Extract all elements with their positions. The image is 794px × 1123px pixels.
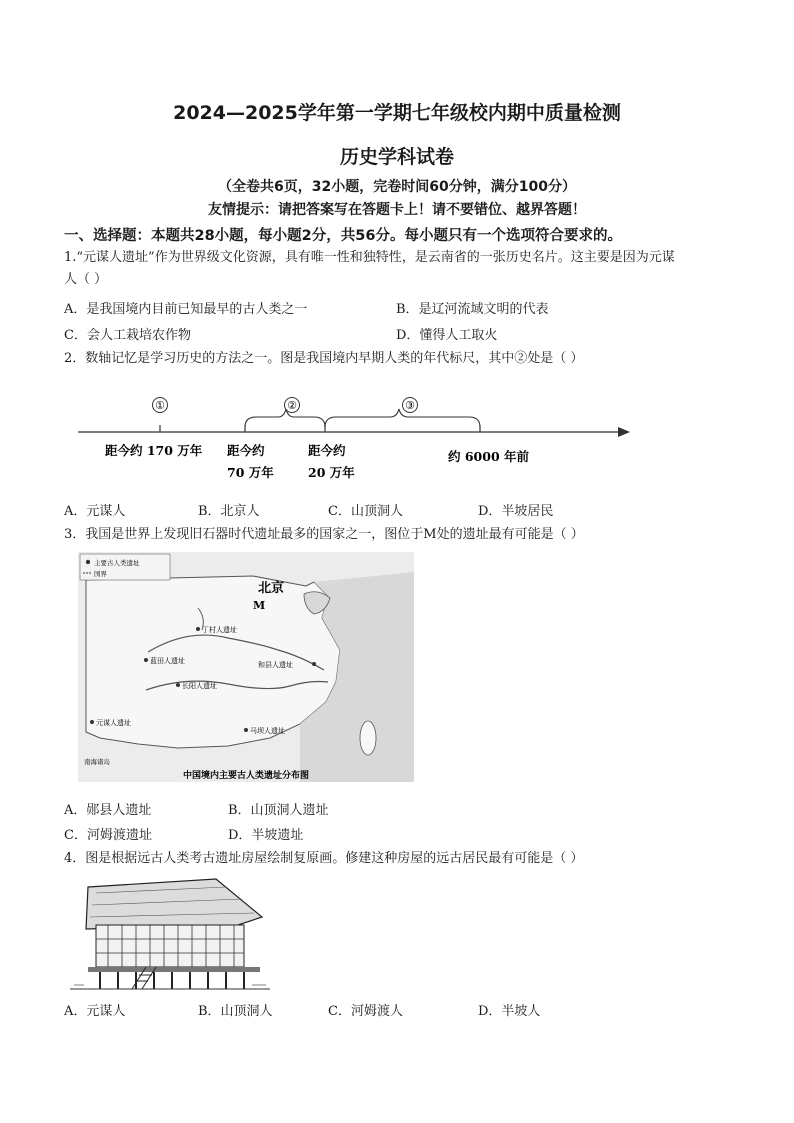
label-70-bottom: 70 万年 <box>227 465 274 480</box>
exam-info: （全卷共6页，32小题，完卷时间60分钟，满分100分） <box>218 179 576 195</box>
option-d[interactable]: D．半坡遗址 <box>228 828 304 843</box>
option-b[interactable]: B．山顶洞人 <box>198 1004 273 1019</box>
option-d[interactable]: D．半坡居民 <box>478 504 554 519</box>
marker-3: ③ <box>405 399 415 412</box>
arrow-head-icon <box>618 427 630 437</box>
label-20-top: 距今约 <box>308 443 346 458</box>
site-dot <box>176 683 180 687</box>
label-20-bottom: 20 万年 <box>308 465 355 480</box>
option-c[interactable]: C．山顶洞人 <box>328 504 403 519</box>
house-wall <box>96 925 244 967</box>
option-a[interactable]: A．元谋人 <box>64 1004 126 1019</box>
map-figure <box>78 552 414 782</box>
option-b[interactable]: B．山顶洞人遗址 <box>228 803 329 818</box>
option-c[interactable]: C．河姆渡人 <box>328 1004 403 1019</box>
timeline-figure <box>70 385 640 485</box>
site-dot <box>312 662 316 666</box>
legend-site: 主要古人类遗址 <box>94 559 140 567</box>
option-a[interactable]: A．郧县人遗址 <box>64 803 152 818</box>
exam-title: 2024—2025学年第一学期七年级校内期中质量检测 <box>173 102 621 124</box>
site-dot <box>144 658 148 662</box>
site-dot <box>244 728 248 732</box>
question-3: 3．我国是世界上发现旧石器时代遗址最多的国家之一，图位于M处的遗址最有可能是（ ） <box>64 527 584 542</box>
label-70-top: 距今约 <box>227 443 265 458</box>
stilt-house-illustration <box>66 873 272 991</box>
option-c[interactable]: C．河姆渡遗址 <box>64 828 152 843</box>
site-label: 元谋人遗址 <box>96 719 131 727</box>
map-caption: 中国境内主要古人类遗址分布图 <box>182 771 310 781</box>
option-b[interactable]: B．是辽河流域文明的代表 <box>396 302 549 317</box>
option-c[interactable]: C．会人工栽培农作物 <box>64 328 191 343</box>
question-2: 2．数轴记忆是学习历史的方法之一。图是我国境内早期人类的年代标尺，其中②处是（ ） <box>64 351 584 366</box>
site-label: 和县人遗址 <box>258 661 293 669</box>
option-b[interactable]: B．北京人 <box>198 504 260 519</box>
option-d[interactable]: D．半坡人 <box>478 1004 541 1019</box>
site-dot <box>90 720 94 724</box>
site-dot <box>196 627 200 631</box>
brace-3 <box>325 409 480 427</box>
option-a[interactable]: A．是我国境内目前已知最早的古人类之一 <box>64 302 308 317</box>
site-label: 蓝田人遗址 <box>150 657 185 665</box>
label-170: 距今约 170 万年 <box>105 443 203 458</box>
legend-border: 国界 <box>94 570 107 578</box>
site-label: 长阳人遗址 <box>182 682 217 690</box>
map-city: 北京 <box>258 581 285 596</box>
house-stilts <box>100 972 244 989</box>
question-stem: 1.“元谋人遗址”作为世界级文化资源，具有唯一性和独特性，是云南省的一张历史名片。这主要是因为元谋 <box>64 250 675 265</box>
label-6000: 约 6000 年前 <box>448 449 529 464</box>
marker-2: ② <box>287 399 297 412</box>
exam-subtitle: 历史学科试卷 <box>339 146 454 168</box>
question-stem-cont: 人（ ） <box>64 272 108 287</box>
map-footnote: 南海诸岛 <box>84 758 110 766</box>
marker-1: ① <box>155 399 165 412</box>
exam-tip: 友情提示：请把答案写在答题卡上！请不要错位、越界答题！ <box>208 202 586 218</box>
map-taiwan <box>360 721 376 755</box>
question-1 <box>64 247 736 291</box>
section-heading: 一、选择题：本题共28小题，每小题2分，共56分。每小题只有一个选项符合要求的。 <box>64 228 622 244</box>
question-4: 4．图是根据远古人类考古遗址房屋绘制复原画。修建这种房屋的远古居民最有可能是（ ） <box>64 851 584 866</box>
house-platform <box>88 967 260 972</box>
option-d[interactable]: D．懂得人工取火 <box>396 328 498 343</box>
map-marker-m: M <box>253 599 266 612</box>
site-label: 丁村人遗址 <box>202 626 237 634</box>
site-label: 马坝人遗址 <box>250 727 285 735</box>
option-a[interactable]: A．元谋人 <box>64 504 126 519</box>
brace-2 <box>245 409 325 427</box>
legend-site-icon <box>86 560 90 564</box>
